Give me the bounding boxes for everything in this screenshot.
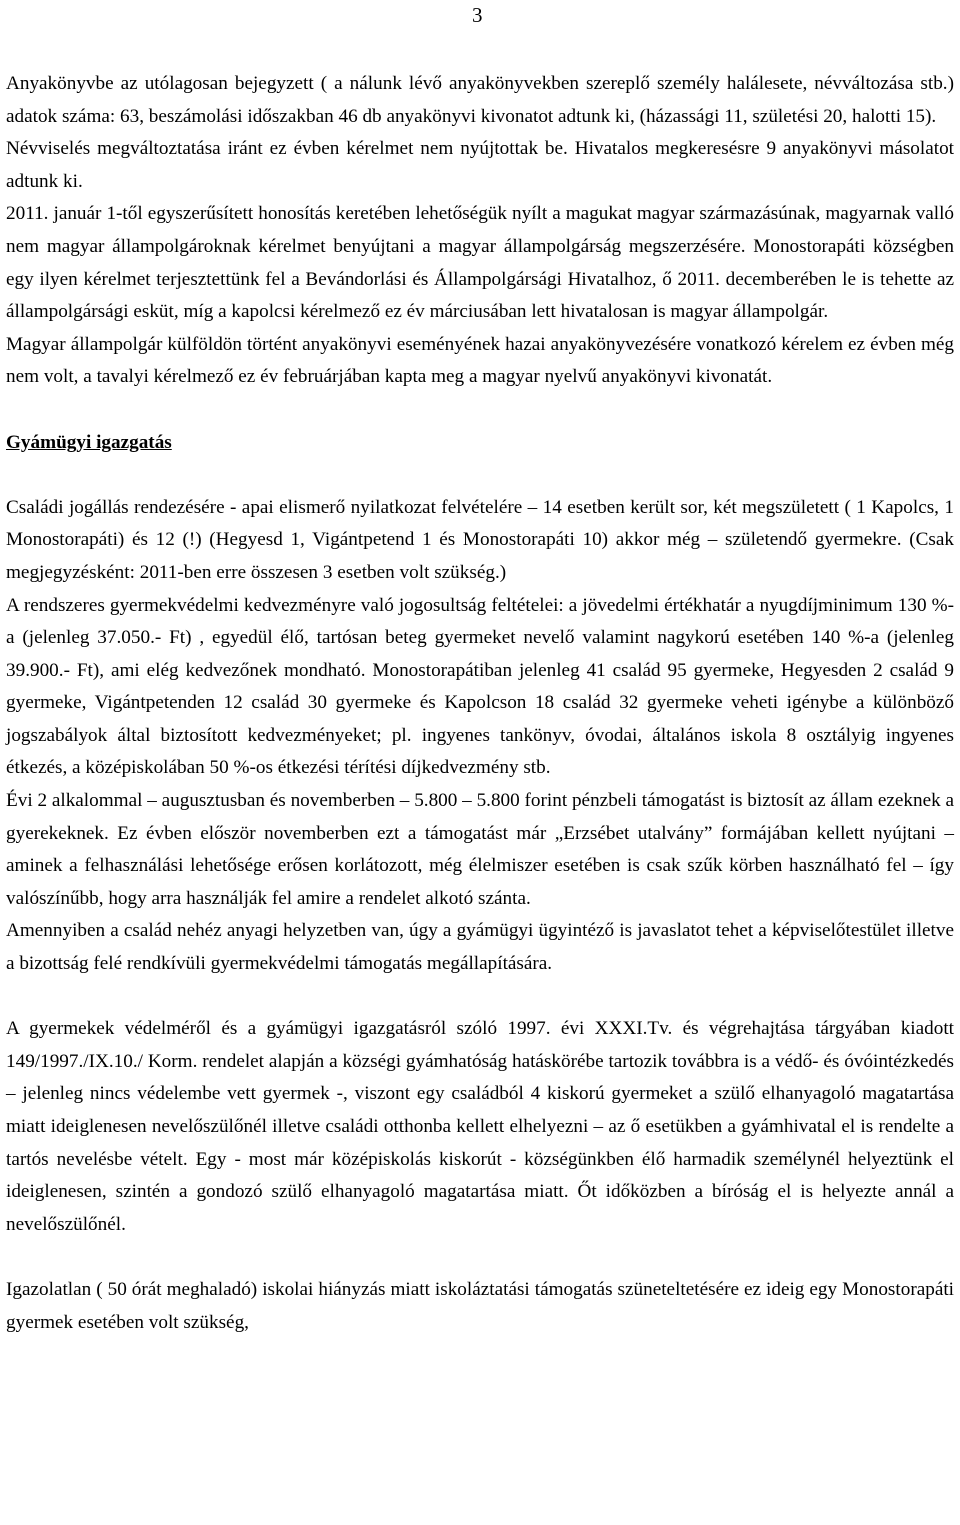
paragraph-child-protection: A gyermekek védelméről és a gyámügyi igazgatásról szóló 1997. évi XXXI.Tv. és végrehajtása tárgyában kiadott 149/1997./IX.10./ Korm. rendelet alapján a községi gyámhatóság hatáskörébe tartozik továbbra is a védő- és óvóintézkedés – jelenleg nincs védelembe vett gyermek -, viszont egy családból 4 kiskorú gyermeket a szülő elhanyagoló magatartása miatt ideiglenesen nevelőszülőnél illetve családi otthonba kellett elhelyezni – az ő esetükben a gyámhivatal el is rendelte a tartós nevelésbe vételt. Egy - most már középiskolás kiskorút - községünkben élő harmadik személynél helyeztünk el ideiglenesen, szintén a gondozó szülő elhanyagoló magatartása miatt. Őt időközben a bíróság el is helyezte annál a nevelőszülőnél.	[6, 1018, 954, 1235]
spacer	[6, 1241, 954, 1274]
paragraph-family-status: Családi jogállás rendezésére - apai elismerő nyilatkozat felvételére – 14 esetben került sor, két megszületett ( 1 Kapolcs, 1 Monostorapáti) és 12 (!) (Hegyesd 1, Vigántpetend 1 és Monostorapáti 10) akkor még – születendő gyermekre. (Csak megjegyzésként: 2011-ben erre összesen 3 esetben volt szükség.)	[6, 496, 954, 583]
paragraph-extraordinary-support: Amennyiben a család nehéz anyagi helyzetben van, úgy a gyámügyi ügyintéző is javaslatot tehet a képviselőtestület illetve a bizottság felé rendkívüli gyermekvédelmi támogatás megállapítására.	[6, 920, 954, 975]
spacer	[6, 394, 954, 427]
section-heading: Gyámügyi igazgatás	[6, 431, 172, 453]
paragraph-registry-entries: Anyakönyvbe az utólagosan bejegyzett ( a nálunk lévő anyakönyvekben szereplő személy halálesete, névváltozása stb.) adatok száma: 63, beszámolási időszakban 46 db anyakönyvi kivonatot adtunk ki, (házassági 11, születési 20, halotti 15).	[6, 73, 954, 127]
paragraph-name-change: Névviselés megváltoztatása iránt ez évben kérelmet nem nyújtottak be. Hivatalos megkeresésre 9 anyakönyvi másolatot adtunk ki.	[6, 138, 954, 192]
spacer	[6, 981, 954, 1014]
paragraph-cash-support: Évi 2 alkalommal – augusztusban és novemberben – 5.800 – 5.800 forint pénzbeli támogatást is biztosít az állam ezeknek a gyerekeknek. Ez évben először novemberben ezt a támogatást már „Erzsébet utalvány” formájában kellett nyújtani – aminek a felhasználási lehetősége erősen korlátozott, még élelmiszer esetében is csak szűk körben használható fel – így valószínűbb, hogy arra használják fel amire a rendelet alkotó szánta.	[6, 790, 954, 909]
spacer	[6, 459, 954, 492]
paragraph-naturalization: 2011. január 1-től egyszerűsített honosítás keretében lehetőségük nyílt a magukat magyar származásúnak, magyarnak valló nem magyar állampolgároknak kérelmet benyújtani a magyar állampolgárság megszerzésére. Monostorapáti községben egy ilyen kérelmet terjesztettünk fel a Bevándorlási és Állampolgársági Hivatalhoz, ő 2011. decemberében le is tehette az állampolgársági esküt, míg a kapolcsi kérelmező ez év márciusában lett hivatalosan is magyar állampolgár.	[6, 203, 954, 323]
paragraph-truancy: Igazolatlan ( 50 órát meghaladó) iskolai hiányzás miatt iskoláztatási támogatás szüneteltetésére ez ideig egy Monostorapáti gyermek esetében volt szükség,	[6, 1278, 954, 1333]
paragraph-foreign-events: Magyar állampolgár külföldön történt anyakönyvi eseményének hazai anyakönyvezésére vonatkozó kérelem ez évben még nem volt, a tavalyi kérelmező ez év februárjában kapta meg a magyar nyelvű anyakönyvi kivonatát.	[6, 333, 954, 388]
page-number: 3	[472, 3, 483, 27]
document-body	[6, 68, 954, 1339]
paragraph-child-benefit: A rendszeres gyermekvédelmi kedvezményre való jogosultság feltételei: a jövedelmi értékhatár a nyugdíjminimum 130 %-a (jelenleg 37.050.- Ft) , egyedül élő, tartósan beteg gyermeket nevelő valamint nagykorú esetében 140 %-a (jelenleg 39.900.- Ft), ami elég kedvezőnek mondható. Monostorapátiban jelenleg 41 család 95 gyermeke, Hegyesden 2 család 9 gyermeke, Vigántpetenden 12 család 30 gyermeke és Kapolcson 18 család 32 gyermeke veheti igénybe a különböző jogszabályok által biztosított kedvezményeket; pl. ingyenes tankönyv, óvodai, általános iskola 8 osztályig ingyenes étkezés, a középiskolában 50 %-os étkezési térítési díjkedvezmény stb.	[6, 594, 954, 779]
